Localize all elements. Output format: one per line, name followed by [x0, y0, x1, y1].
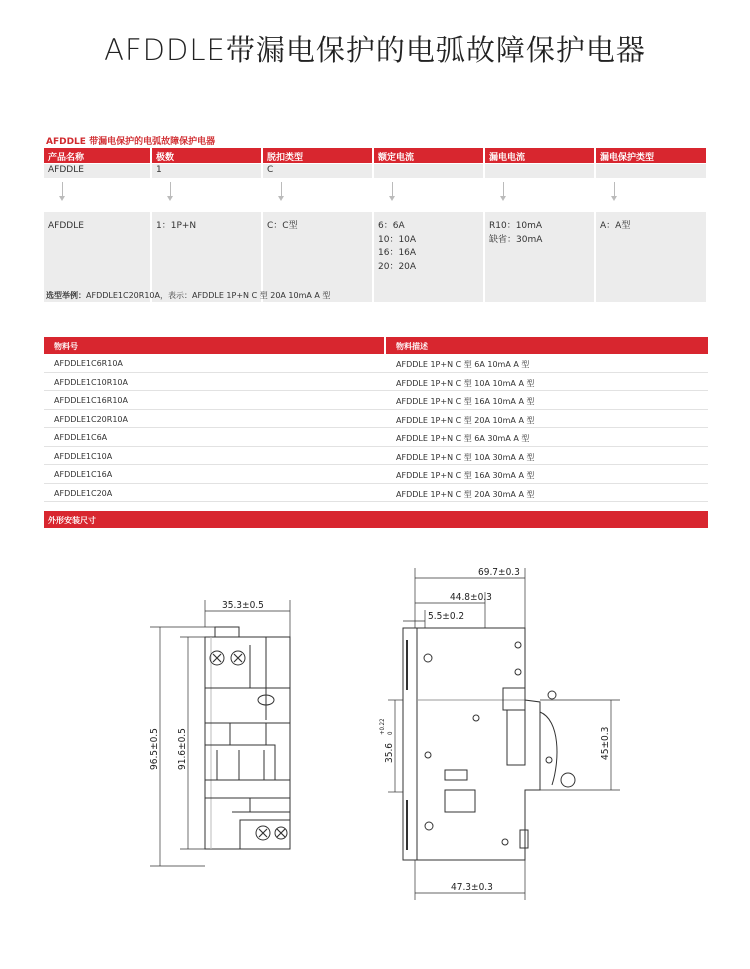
dim-side-depth-small: 5.5±0.2 [428, 611, 465, 622]
dim-side-depth-mid: 44.8±0.3 [450, 592, 492, 603]
down-arrow-icon [596, 178, 708, 212]
table-row [44, 465, 708, 484]
selection-detail: 10：10A [378, 234, 417, 245]
dim-front-width: 35.3±0.5 [222, 600, 264, 611]
material-code: AFDDLE1C6A [54, 433, 108, 442]
selection-detail: 20：20A [378, 261, 417, 272]
down-arrow-icon [374, 178, 485, 212]
selection-header: 漏电电流 [485, 148, 596, 163]
selection-detail-cell [263, 212, 374, 302]
material-code: AFDDLE1C10R10A [54, 377, 128, 387]
front-view [150, 600, 290, 866]
table-row [44, 373, 708, 392]
page-title: AFDDLE带漏电保护的电弧故障保护电器 [104, 33, 646, 67]
selection-header: 额定电流 [374, 148, 485, 163]
down-arrow-icon [263, 178, 374, 212]
selection-detail: 6：6A [378, 221, 405, 231]
dim-side-height: 45±0.3 [600, 726, 611, 760]
dim-side-rail-tol-upper: +0.22 [379, 718, 386, 735]
selection-example [46, 290, 330, 301]
dim-front-height-outer: 96.5±0.5 [149, 728, 160, 770]
down-arrow-icon [485, 178, 596, 212]
selection-detail-cell [485, 212, 596, 302]
selection-code: AFDDLE [44, 164, 152, 178]
selection-detail-row [44, 212, 708, 302]
table-row [44, 484, 708, 503]
material-description: AFDDLE 1P+N C 型 16A 30mA A 型 [396, 471, 535, 480]
selection-detail-cell [44, 212, 152, 302]
selection-header: 产品名称 [44, 148, 152, 163]
material-code: AFDDLE1C6R10A [54, 359, 123, 368]
table-row [44, 391, 708, 410]
table-row [44, 447, 708, 466]
material-description: AFDDLE 1P+N C 型 10A 30mA A 型 [396, 452, 535, 462]
materials-table [44, 337, 708, 502]
material-description: AFDDLE 1P+N C 型 6A 10mA A 型 [396, 360, 530, 369]
material-description: AFDDLE 1P+N C 型 10A 10mA A 型 [396, 378, 535, 388]
selection-header: 漏电保护类型 [596, 148, 708, 163]
side-view [388, 568, 620, 900]
dim-side-bottom-depth: 47.3±0.3 [451, 882, 493, 893]
selection-arrow-row [44, 178, 708, 212]
material-code: AFDDLE1C20R10A [54, 414, 128, 424]
down-arrow-icon [44, 178, 152, 212]
table-row [44, 428, 708, 447]
dim-front-height-inner: 91.6±0.5 [177, 728, 188, 770]
selection-detail-cell [596, 212, 708, 302]
selection-code [485, 164, 596, 178]
material-description: AFDDLE 1P+N C 型 20A 30mA A 型 [396, 489, 535, 499]
table-row [44, 354, 708, 373]
selection-code [374, 164, 485, 178]
selection-code: 1 [152, 164, 263, 178]
dimensions-header: 外形安装尺寸 [44, 511, 708, 528]
dim-side-rail: 35.6 [384, 742, 395, 763]
selection-table [44, 148, 708, 302]
material-description: AFDDLE 1P+N C 型 16A 10mA A 型 [396, 397, 535, 406]
materials-header: 物料号 [44, 337, 386, 354]
dimension-drawing [0, 540, 750, 969]
material-code: AFDDLE1C16R10A [54, 396, 128, 405]
selection-code [596, 164, 708, 178]
selection-detail-cell [374, 212, 485, 302]
material-code: AFDDLE1C20A [54, 488, 113, 498]
selection-detail: 1：1P+N [156, 221, 197, 231]
materials-header: 物料描述 [396, 342, 428, 351]
dim-side-rail-tol-lower: 0 [387, 731, 394, 735]
selection-code-row [44, 164, 708, 178]
selection-code: C [263, 164, 374, 178]
selection-detail-cell [152, 212, 263, 302]
material-description: AFDDLE 1P+N C 型 20A 10mA A 型 [396, 415, 535, 425]
selection-header: 极数 [152, 148, 263, 163]
material-code: AFDDLE1C16A [54, 470, 113, 479]
material-description: AFDDLE 1P+N C 型 6A 30mA A 型 [396, 434, 530, 443]
selection-detail: 16：16A [378, 248, 417, 258]
selection-detail: C：C型 [267, 221, 298, 231]
selection-detail: A：A型 [600, 221, 631, 231]
selection-header: 脱扣类型 [263, 148, 374, 163]
down-arrow-icon [152, 178, 263, 212]
materials-header-row [44, 337, 708, 354]
selection-header-row [44, 148, 708, 163]
table-row [44, 410, 708, 429]
dim-side-total-depth: 69.7±0.3 [478, 567, 520, 578]
selection-detail: AFDDLE [48, 221, 84, 231]
selection-detail: R10：10mA [489, 221, 543, 231]
section-title: AFDDLE 带漏电保护的电弧故障保护电器 [46, 137, 216, 147]
example-label: 选型举例： [46, 291, 86, 300]
example-text: AFDDLE1C20R10A，表示：AFDDLE 1P+N C 型 20A 10mA A 型 [86, 291, 331, 300]
material-code: AFDDLE1C10A [54, 451, 113, 461]
selection-detail: 缺省：30mA [489, 234, 543, 245]
